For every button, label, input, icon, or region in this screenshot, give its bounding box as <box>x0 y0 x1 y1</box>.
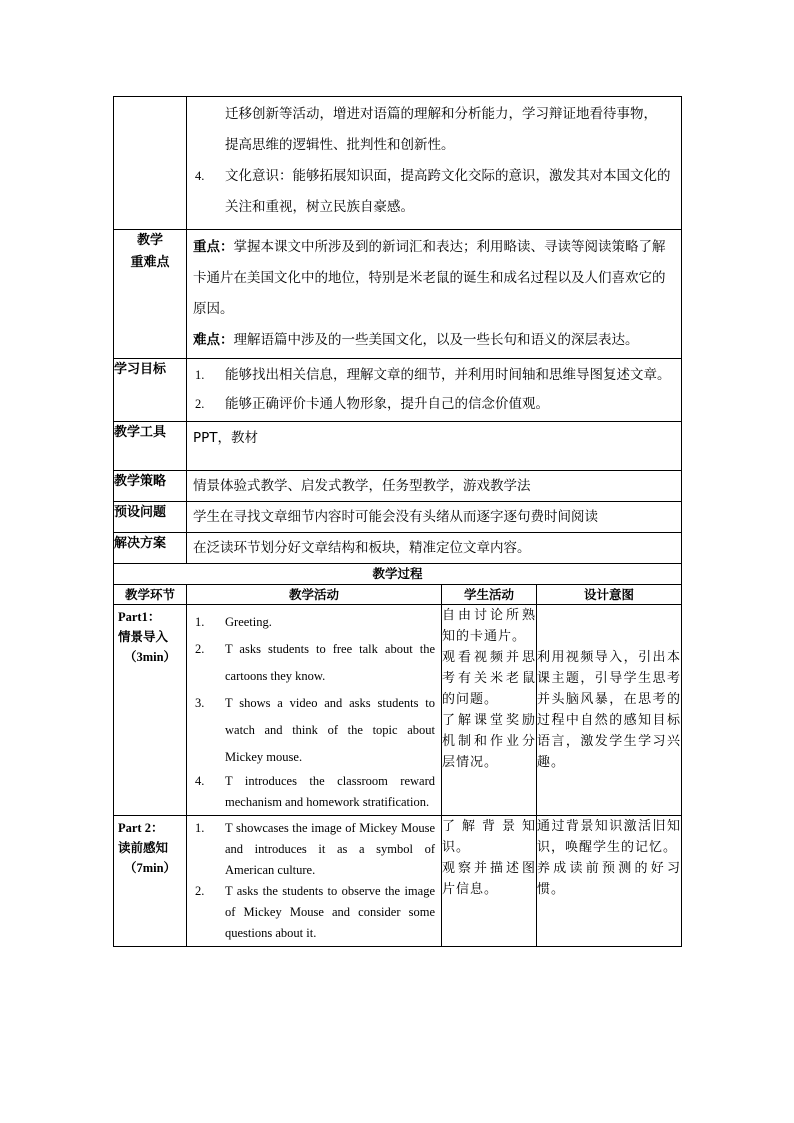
part2-activities <box>187 816 442 947</box>
goal-item-2: 2. 能够正确评价卡通人物形象，提升自己的信念价值观。 <box>195 396 549 412</box>
key-points-label: 教学 重难点 <box>114 230 187 359</box>
expected-problems-row <box>114 502 682 533</box>
header-student-activity: 学生活动 <box>442 585 537 605</box>
teaching-tools-content: PPT，教材 <box>187 422 682 471</box>
part1-activity-3: 3. T shows a video and asks students to watch and think of the topic about Mickey mouse. <box>195 696 435 764</box>
part1-activity-4: 4. T introduces the classroom reward mechanism and homework stratification. <box>195 774 435 809</box>
objective-item-4 <box>187 161 675 223</box>
part1-activity-1: 1. Greeting. <box>195 615 272 629</box>
teaching-tools-label: 教学工具 <box>114 422 187 471</box>
header-design-intent: 设计意图 <box>537 585 682 605</box>
part2-activity-2: 2. T asks the students to observe the image of Mickey Mouse and consider some questions about it. <box>195 884 435 940</box>
part2-row <box>114 816 682 947</box>
empty-label-cell <box>114 97 187 230</box>
objectives-continued-cell <box>187 97 682 230</box>
key-point-paragraph: 重点：掌握本课文中所涉及到的新词汇和表达；利用略读、寻读等阅读策略了解卡通片在美国文化中的地位，特别是米老鼠的诞生和成名过程以及人们喜欢它的原因。 <box>193 239 666 317</box>
part2-stage: Part 2： 读前感知 （7min） <box>114 816 187 947</box>
teaching-strategy-label: 教学策略 <box>114 471 187 502</box>
part1-activities <box>187 605 442 816</box>
goal-item-1: 1. 能够找出相关信息，理解文章的细节，并利用时间轴和思维导图复述文章。 <box>195 367 671 383</box>
item-text: 文化意识：能够拓展知识面，提高跨文化交际的意识，激发其对本国文化的关注和重视，树立民族自豪感。 <box>225 168 671 215</box>
learning-goals-row <box>114 359 682 422</box>
header-stage: 教学环节 <box>114 585 187 605</box>
part1-design-intent: 利用视频导入，引出本课主题，引导学生思考并头脑风暴，在思考的过程中自然的感知目标语言，激发学生学习兴趣。 <box>537 605 682 816</box>
difficult-point-paragraph: 难点：理解语篇中涉及的一些美国文化，以及一些长句和语义的深层表达。 <box>193 332 639 348</box>
part2-activity-1: 1. T showcases the image of Mickey Mouse and introduces it as a symbol of American culture. <box>195 821 435 877</box>
key-points-content <box>187 230 682 359</box>
solution-row <box>114 533 682 564</box>
teaching-tools-row <box>114 422 682 471</box>
continuation-line-1: 迁移创新等活动，增进对语篇的理解和分析能力，学习辩证地看待事物， <box>225 106 657 122</box>
key-points-row <box>114 230 682 359</box>
process-title: 教学过程 <box>114 564 682 585</box>
teaching-strategy-row <box>114 471 682 502</box>
part1-activity-2: 2. T asks students to free talk about the cartoons they know. <box>195 642 435 683</box>
process-header-row <box>114 585 682 605</box>
learning-goals-content <box>187 359 682 422</box>
part1-row <box>114 605 682 816</box>
continuation-line-2: 提高思维的逻辑性、批判性和创新性。 <box>225 137 455 153</box>
expected-problems-content: 学生在寻找文章细节内容时可能会没有头绪从而逐字逐句费时间阅读 <box>187 502 682 533</box>
lesson-plan-table <box>113 96 682 947</box>
solution-content: 在泛读环节划分好文章结构和板块，精准定位文章内容。 <box>187 533 682 564</box>
objectives-continued-row <box>114 97 682 230</box>
part2-design-intent: 通过背景知识激活旧知识，唤醒学生的记忆。 养成读前预测的好习惯。 <box>537 816 682 947</box>
process-title-row <box>114 564 682 585</box>
part2-student-activity: 了解背景知识。 观察并描述图片信息。 <box>442 816 537 947</box>
part1-student-activity: 自由讨论所熟知的卡通片。 观看视频并思考有关米老鼠的问题。 了解课堂奖励机制和作业分层情况。 <box>442 605 537 816</box>
solution-label: 解决方案 <box>114 533 187 564</box>
teaching-strategy-content: 情景体验式教学、启发式教学，任务型教学，游戏教学法 <box>187 471 682 502</box>
learning-goals-label: 学习目标 <box>114 359 187 422</box>
item-number: 4. <box>195 169 205 183</box>
expected-problems-label: 预设问题 <box>114 502 187 533</box>
header-teaching-activity: 教学活动 <box>187 585 442 605</box>
part1-stage: Part1： 情景导入 （3min） <box>114 605 187 816</box>
